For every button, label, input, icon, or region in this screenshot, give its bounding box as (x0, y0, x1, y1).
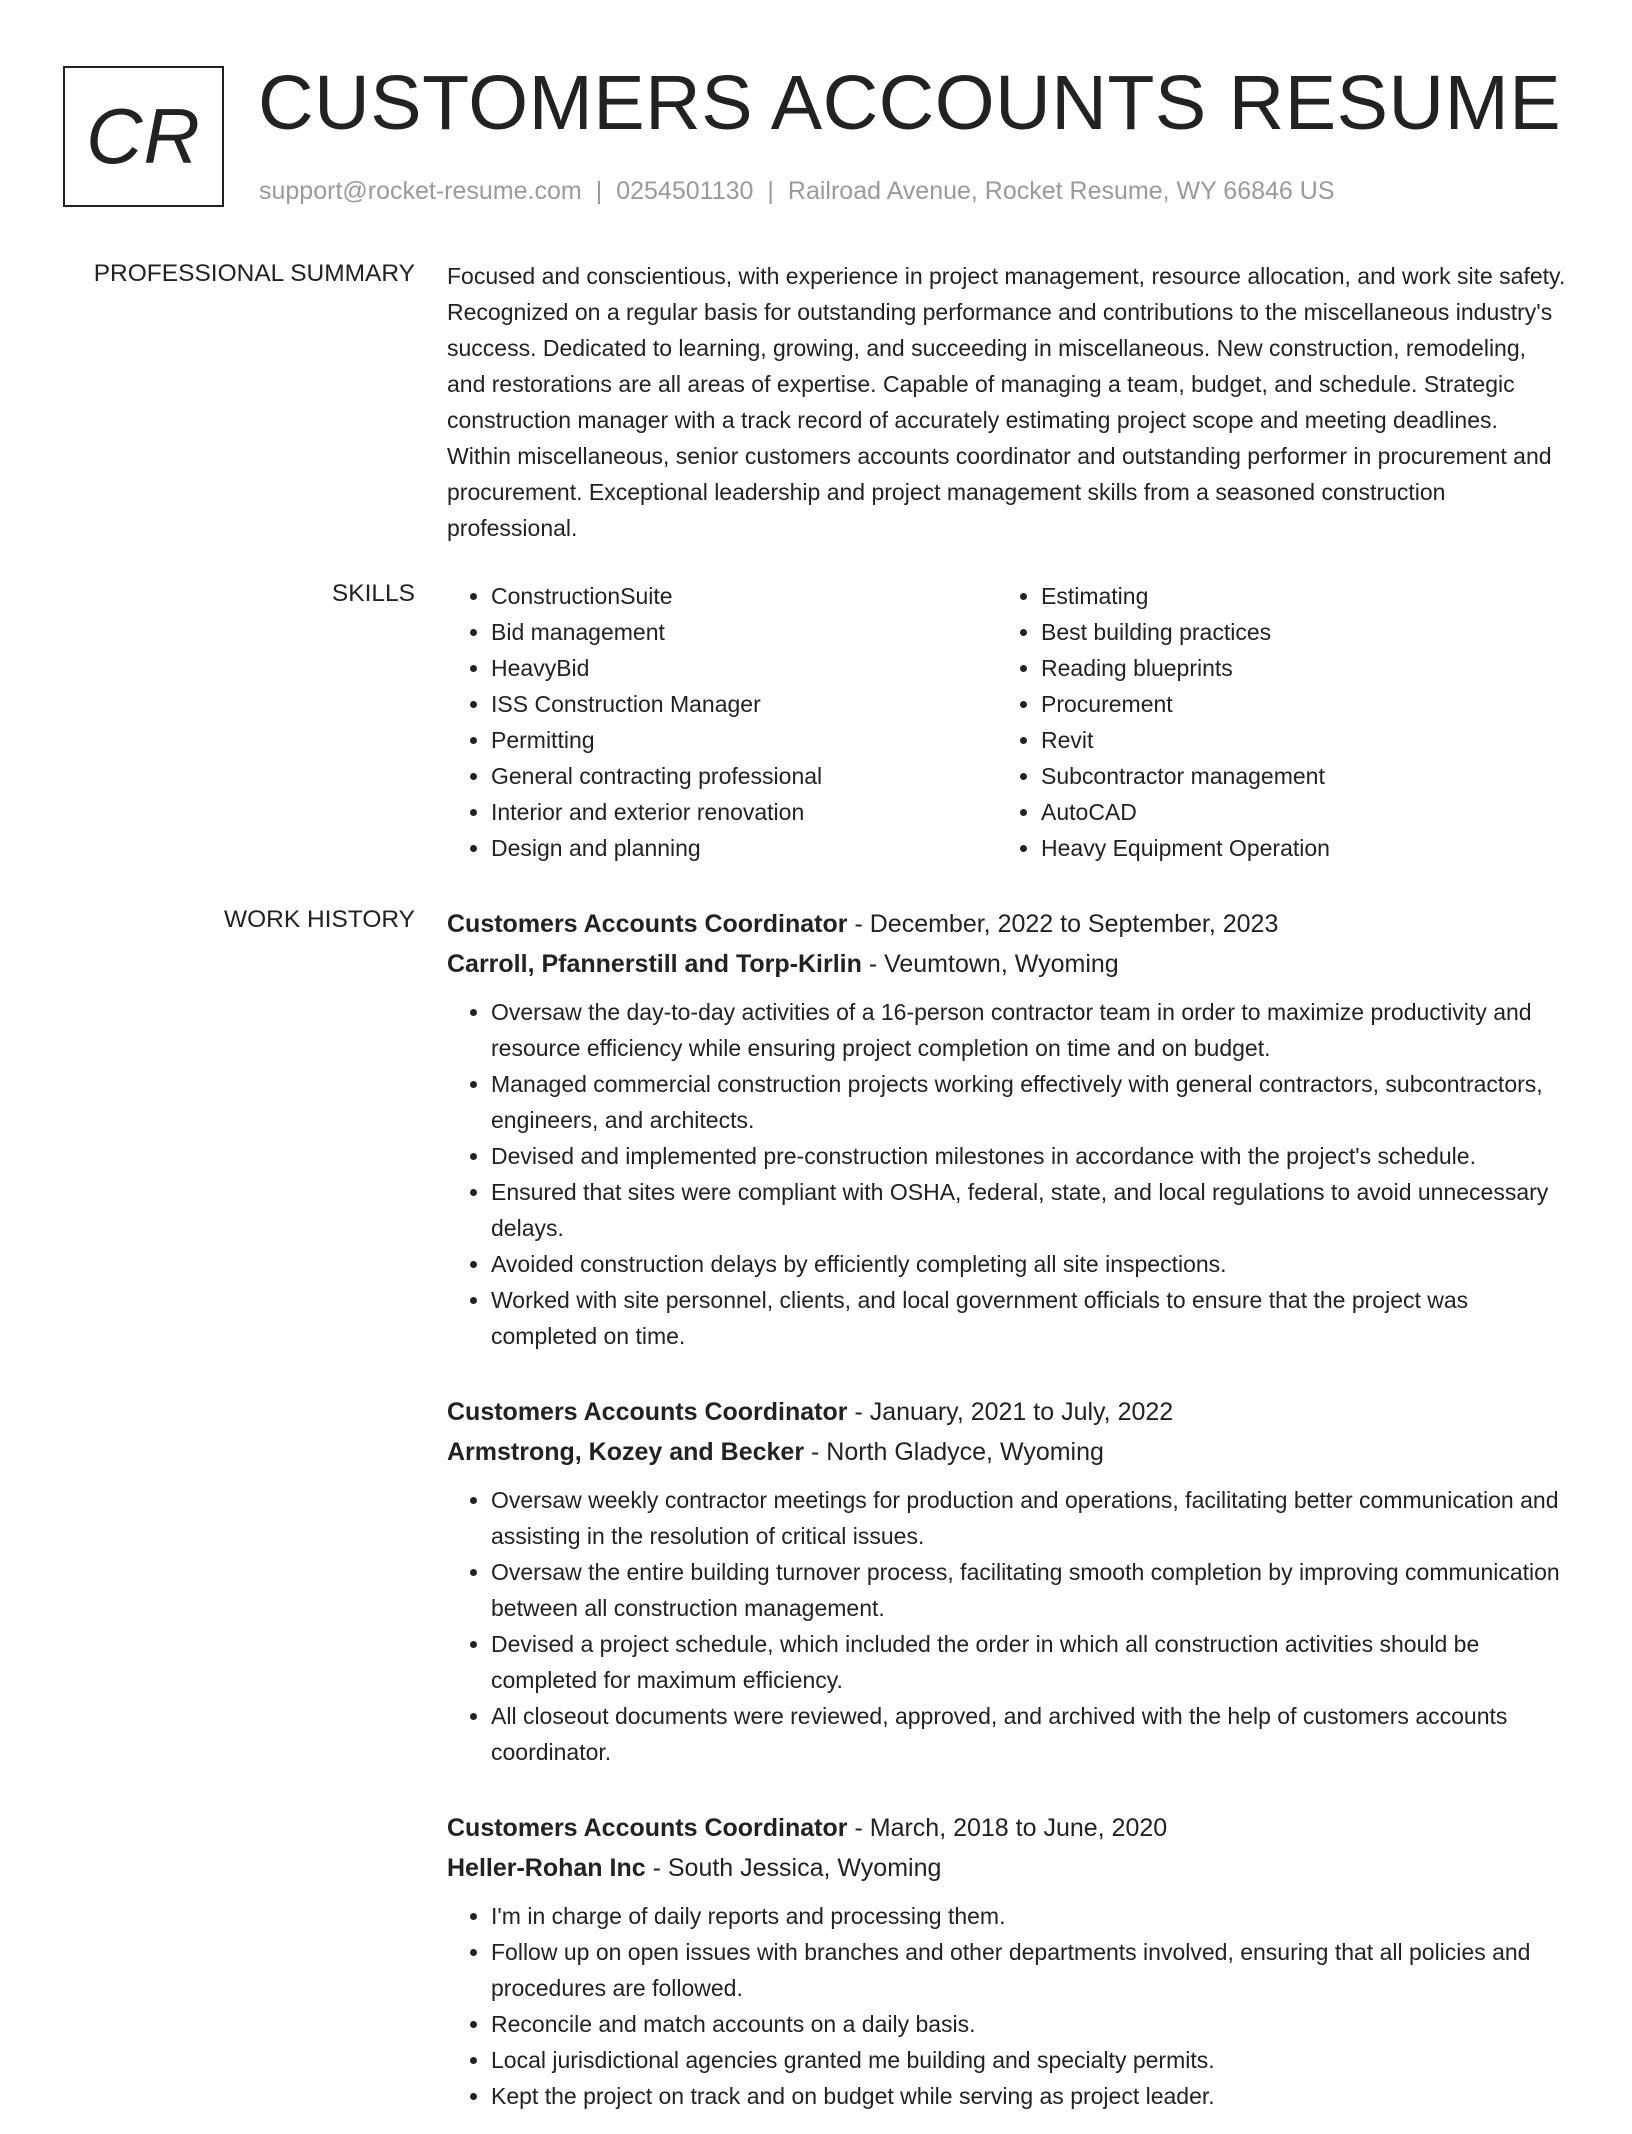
job-dates: - December, 2022 to September, 2023 (854, 910, 1279, 938)
skills-columns (447, 578, 1567, 866)
monogram-badge: CR (63, 66, 224, 207)
skill-item: • Bid management (491, 614, 997, 650)
skill-item: • Interior and exterior renovation (491, 794, 997, 830)
summary-heading: PROFESSIONAL SUMMARY (93, 260, 415, 287)
job-duty: • All closeout documents were reviewed, approved, and archived with the help of customers accounts coordinator. (491, 1698, 1567, 1770)
contact-separator: | (767, 177, 774, 205)
job-location: - North Gladyce, Wyoming (811, 1438, 1104, 1466)
contact-email: support@rocket-resume.com (259, 177, 582, 205)
job-duty: • Oversaw the day-to-day activities of a 16-person contractor team in order to maximize productivity and resource efficiency while ensuring project completion on time and on budget. (491, 994, 1567, 1066)
job-duty: • Kept the project on track and on budget while serving as project leader. (491, 2078, 1567, 2114)
work-heading: WORK HISTORY (223, 906, 415, 933)
skills-list-right (997, 578, 1547, 866)
skill-item: • ISS Construction Manager (491, 686, 997, 722)
job-duty: • Ensured that sites were compliant with OSHA, federal, state, and local regulations to avoid unnecessary delays. (491, 1174, 1567, 1246)
skill-item: • Heavy Equipment Operation (1041, 830, 1547, 866)
job-duty: • Oversaw the entire building turnover process, facilitating smooth completion by improving communication between all construction management. (491, 1554, 1567, 1626)
job-duty: • Local jurisdictional agencies granted me building and specialty permits. (491, 2042, 1567, 2078)
skill-item: • Revit (1041, 722, 1547, 758)
skill-item: • General contracting professional (491, 758, 997, 794)
contact-separator: | (595, 177, 603, 205)
skill-item: • Design and planning (491, 830, 997, 866)
job-title-line (447, 1808, 1567, 1848)
job-dates: - March, 2018 to June, 2020 (854, 1814, 1168, 1842)
job-title: Customers Accounts Coordinator (447, 910, 848, 938)
job-company-line (447, 944, 1567, 984)
job-company-line (447, 1848, 1567, 1888)
job-entry (447, 1392, 1567, 1770)
job-company-line (447, 1432, 1567, 1472)
skill-item: • Reading blueprints (1041, 650, 1547, 686)
skill-item: • Subcontractor management (1041, 758, 1547, 794)
contact-address: Railroad Avenue, Rocket Resume, WY 66846 US (787, 177, 1335, 205)
skill-item: • Permitting (491, 722, 997, 758)
skill-item: • AutoCAD (1041, 794, 1547, 830)
skills-heading: SKILLS (331, 580, 415, 607)
skill-item: • ConstructionSuite (491, 578, 997, 614)
job-duty: • I'm in charge of daily reports and processing them. (491, 1898, 1567, 1934)
job-duty: • Managed commercial construction projects working effectively with general contractors, subcontractors, engineers, and architects. (491, 1066, 1567, 1138)
job-title: Customers Accounts Coordinator (447, 1398, 848, 1426)
job-company: Armstrong, Kozey and Becker (447, 1438, 805, 1466)
job-location: - South Jessica, Wyoming (652, 1854, 942, 1882)
contact-phone: 0254501130 (616, 177, 754, 205)
skill-item: • HeavyBid (491, 650, 997, 686)
job-duties (447, 1482, 1567, 1770)
job-dates: - January, 2021 to July, 2022 (854, 1398, 1174, 1426)
job-duty: • Oversaw weekly contractor meetings for production and operations, facilitating better communication and assisting in the resolution of critical issues. (491, 1482, 1567, 1554)
job-duty: • Avoided construction delays by efficiently completing all site inspections. (491, 1246, 1567, 1282)
contact-line (259, 175, 1335, 207)
job-entry (447, 904, 1567, 1354)
job-duty: • Follow up on open issues with branches and other departments involved, ensuring that all policies and procedures are followed. (491, 1934, 1567, 2006)
job-title-line (447, 1392, 1567, 1432)
summary-text: Focused and conscientious, with experience in project management, resource allocation, and work site safety. Recognized on a regular basis for outstanding performance and contributions to the miscellaneous industry's success. Dedicated to learning, growing, and succeeding in miscellaneous. New construction, remodeling, and restorations are all areas of expertise. Capable of managing a team, budget, and schedule. Strategic construction manager with a track record of accurately estimating project scope and meeting deadlines. Within miscellaneous, senior customers accounts coordinator and outstanding performer in procurement and procurement. Exceptional leadership and project management skills from a seasoned construction professional. (447, 263, 1566, 541)
job-duty: • Devised and implemented pre-construction milestones in accordance with the project's schedule. (491, 1138, 1567, 1174)
job-location: - Veumtown, Wyoming (868, 950, 1119, 978)
job-company: Heller-Rohan Inc (447, 1854, 646, 1882)
job-title: Customers Accounts Coordinator (447, 1814, 848, 1842)
job-duties (447, 1898, 1567, 2114)
job-entry (447, 1808, 1567, 2114)
job-company: Carroll, Pfannerstill and Torp-Kirlin (447, 950, 862, 978)
job-duty: • Worked with site personnel, clients, and local government officials to ensure that the project was completed on time. (491, 1282, 1567, 1354)
skill-item: • Procurement (1041, 686, 1547, 722)
job-duty: • Devised a project schedule, which included the order in which all construction activities should be completed for maximum efficiency. (491, 1626, 1567, 1698)
work-body (447, 904, 1567, 2134)
skills-body (447, 578, 1567, 866)
summary-body (447, 258, 1567, 546)
job-duties (447, 994, 1567, 1354)
skills-list-left (447, 578, 997, 866)
job-title-line (447, 904, 1567, 944)
resume-title: CUSTOMERS ACCOUNTS RESUME (258, 60, 1562, 146)
job-duty: • Reconcile and match accounts on a daily basis. (491, 2006, 1567, 2042)
skill-item: • Estimating (1041, 578, 1547, 614)
skill-item: • Best building practices (1041, 614, 1547, 650)
